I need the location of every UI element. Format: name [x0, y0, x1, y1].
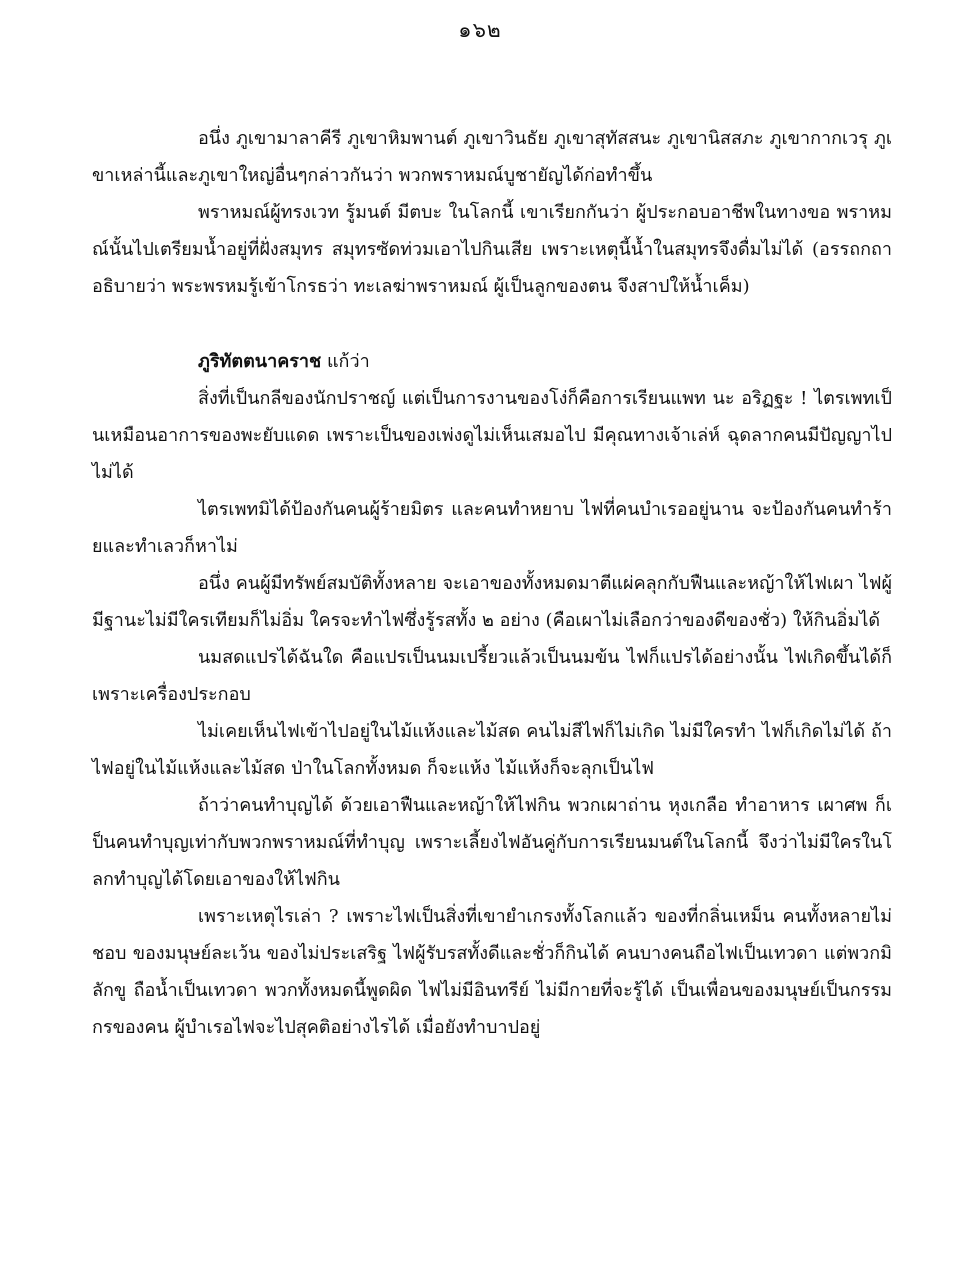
body-text	[92, 120, 892, 1046]
paragraph-mountains: อนึ่ง ภูเขามาลาคีรี ภูเขาหิมพานต์ ภูเขาวินธัย ภูเขาสุทัสสนะ ภูเขานิสสภะ ภูเขากากเวรุ ภูเขาเหล่านี้และภูเขาใหญ่อื่นๆกล่าวกันว่า พวกพราหมณ์บูชายัญได้ก่อทำขึ้น	[92, 128, 892, 186]
paragraph-vedas: สิ่งที่เป็นกลีของนักปราชญ์ แต่เป็นการงานของโง่ก็คือการเรียนแพท นะ อริฏฐะ ! ไตรเพทเป็นเหมือนอาการของพะยับแดด เพราะเป็นของเพ่งดูไม่เห็นเสมอไป มีคุณทางเจ้าเล่ห์ ฉุดลากคนมีปัญญาไปไม่ได้	[92, 388, 892, 483]
paragraph-merit: ถ้าว่าคนทำบุญได้ ด้วยเอาฟืนและหญ้าให้ไฟกิน พวกเผาถ่าน หุงเกลือ ทำอาหาร เผาศพ ก็เป็นคนทำบุญเท่ากับพวกพราหมณ์ที่ทำบุญ เพราะเลี้ยงไฟอันคู่กับการเรียนมนต์ในโลกนี้ จึงว่าไม่มีใครในโลกทำบุญได้โดยเอาของให้ไฟกิน	[92, 795, 892, 890]
paragraph-brahmin-sea: พราหมณ์ผู้ทรงเวท รู้มนต์ มีตบะ ในโลกนี้ เขาเรียกกันว่า ผู้ประกอบอาชีพในทางขอ พราหมณ์นั้นไปเตรียมน้ำอยู่ที่ฝั่งสมุทร สมุทรซัดท่วมเอาไปกินเสีย เพราะเหตุนี้น้ำในสมุทรจึงดื่มไม่ได้ (อรรถกถาอธิบายว่า พระพรหมรู้เข้าโกรธว่า ทะเลฆ่าพราหมณ์ ผู้เป็นลูกของตน จึงสาปให้น้ำเค็ม)	[92, 202, 892, 297]
paragraph-wood: ไม่เคยเห็นไฟเข้าไปอยู่ในไม้แห้งและไม้สด คนไม่สีไฟก็ไม่เกิด ไม่มีใครทำ ไฟก็เกิดไม่ได้ ถ้าไฟอยู่ในไม้แห้งและไม้สด ป่าในโลกทั้งหมด ก็จะแห้ง ไม้แห้งก็จะลุกเป็นไฟ	[92, 721, 892, 779]
paragraph-wealth-fire: อนึ่ง คนผู้มีทรัพย์สมบัติทั้งหลาย จะเอาของทั้งหมดมาตีแผ่คลุกกับฟืนและหญ้าให้ไฟเผา ไฟผู้มีฐานะไม่มีใครเทียมก็ไม่อิ่ม ใครจะทำไฟซึ่งรู้รสทั้ง ๒ อย่าง (คือเผาไม่เลือกว่าของดีของชั่ว) ให้กินอิ่มได้	[92, 573, 892, 631]
page-number: ๑๖๒	[458, 18, 502, 42]
section-heading	[92, 343, 892, 380]
paragraph-protection: ไตรเพทมิได้ป้องกันคนผู้ร้ายมิตร และคนทำหยาบ ไฟที่คนบำเรออยู่นาน จะป้องกันคนทำร้ายและทำเลวก็หาไม่	[92, 499, 892, 557]
section-heading-rest: แก้ว่า	[321, 351, 370, 372]
paragraph-milk: นมสดแปรได้ฉันใด คือแปรเป็นนมเปรี้ยวแล้วเป็นนมข้น ไฟก็แปรได้อย่างนั้น ไฟเกิดขึ้นได้ก็เพราะเครื่องประกอบ	[92, 647, 892, 705]
paragraph-why: เพราะเหตุไรเล่า ? เพราะไฟเป็นสิ่งที่เขายำเกรงทั้งโลกแล้ว ของที่กลิ่นเหม็น คนทั้งหลายไม่ชอบ ของมนุษย์ละเว้น ของไม่ประเสริฐ ไฟผู้รับรสทั้งดีและชั่วก็กินได้ คนบางคนถือไฟเป็นเทวดา แต่พวกมิลักขู ถือน้ำเป็นเทวดา พวกทั้งหมดนี้พูดผิด ไฟไม่มีอินทรีย์ ไม่มีกายที่จะรู้ได้ เป็นเพื่อนของมนุษย์เป็นกรรมกรของคน ผู้บำเรอไฟจะไปสุคติอย่างไรได้ เมื่อยังทำบาปอยู่	[92, 906, 892, 1038]
section-heading-bold: ภูริทัตตนาคราช	[198, 351, 322, 372]
